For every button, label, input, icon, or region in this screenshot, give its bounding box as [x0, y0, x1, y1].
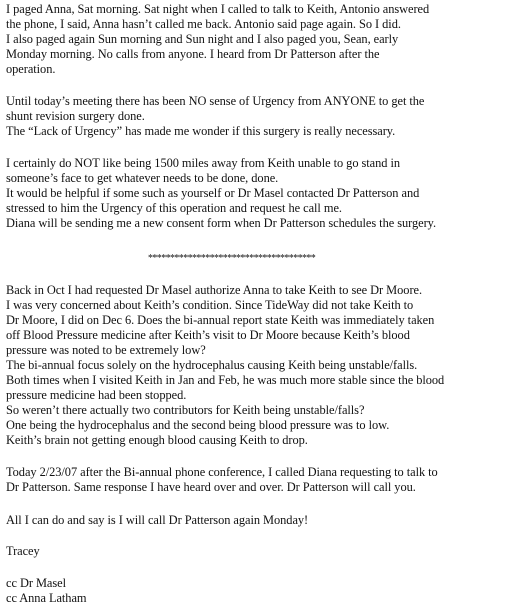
text-line: Diana will be sending me a new consent form when Dr Patterson schedules the surgery.	[6, 216, 437, 230]
text-line: Back in Oct I had requested Dr Masel authorize Anna to take Keith to see Dr Moore.	[6, 283, 423, 297]
text-line: stressed to him the Urgency of this operation and request he call me.	[6, 201, 342, 215]
text-line: I certainly do NOT like being 1500 miles away from Keith unable to go stand in	[6, 156, 401, 170]
text-line: I paged Anna, Sat morning. Sat night when I called to talk to Keith, Antonio answered	[6, 2, 430, 16]
closing-line: All I can do and say is I will call Dr Patterson again Monday!	[6, 513, 309, 527]
text-line: It would be helpful if some such as yourself or Dr Masel contacted Dr Patterson and	[6, 186, 420, 200]
text-line: operation.	[6, 62, 56, 76]
text-line: Dr Patterson. Same response I have heard over and over. Dr Patterson will call you.	[6, 480, 416, 494]
text-line: the phone, I said, Anna hasn’t called me back. Antonio said page again. So I did.	[6, 17, 401, 31]
text-line: shunt revision surgery done.	[6, 109, 145, 123]
cc-line: cc Anna Latham	[6, 591, 87, 605]
cc-line: cc Dr Masel	[6, 576, 66, 590]
text-line: Today 2/23/07 after the Bi-annual phone conference, I called Diana requesting to talk to	[6, 465, 438, 479]
text-line: off Blood Pressure medicine after Keith’s visit to Dr Moore because Keith’s blood	[6, 328, 410, 342]
text-line: The bi-annual focus solely on the hydrocephalus causing Keith being unstable/falls.	[6, 358, 418, 372]
text-line: Keith’s brain not getting enough blood causing Keith to drop.	[6, 433, 308, 447]
text-line: The “Lack of Urgency” has made me wonder if this surgery is really necessary.	[6, 124, 396, 138]
text-line: Dr Moore, I did on Dec 6. Does the bi-annual report state Keith was immediately taken	[6, 313, 435, 327]
text-line: Monday morning. No calls from anyone. I heard from Dr Patterson after the	[6, 47, 380, 61]
text-line: Both times when I visited Keith in Jan and Feb, he was much more stable since the blood	[6, 373, 445, 387]
signature: Tracey	[6, 544, 40, 558]
text-line: someone’s face to get whatever needs to be done, done.	[6, 171, 279, 185]
text-line: pressure medicine had been stopped.	[6, 388, 187, 402]
text-line: So weren’t there actually two contributors for Keith being unstable/falls?	[6, 403, 365, 417]
text-line: One being the hydrocephalus and the second being blood pressure was to low.	[6, 418, 390, 432]
text-line: I also paged again Sun morning and Sun night and I also paged you, Sean, early	[6, 32, 399, 46]
text-line: Until today’s meeting there has been NO sense of Urgency from ANYONE to get the	[6, 94, 425, 108]
separator-stars: **************************************	[148, 253, 316, 264]
text-line: I was very concerned about Keith’s condition. Since TideWay did not take Keith to	[6, 298, 414, 312]
text-line: pressure was noted to be extremely low?	[6, 343, 206, 357]
